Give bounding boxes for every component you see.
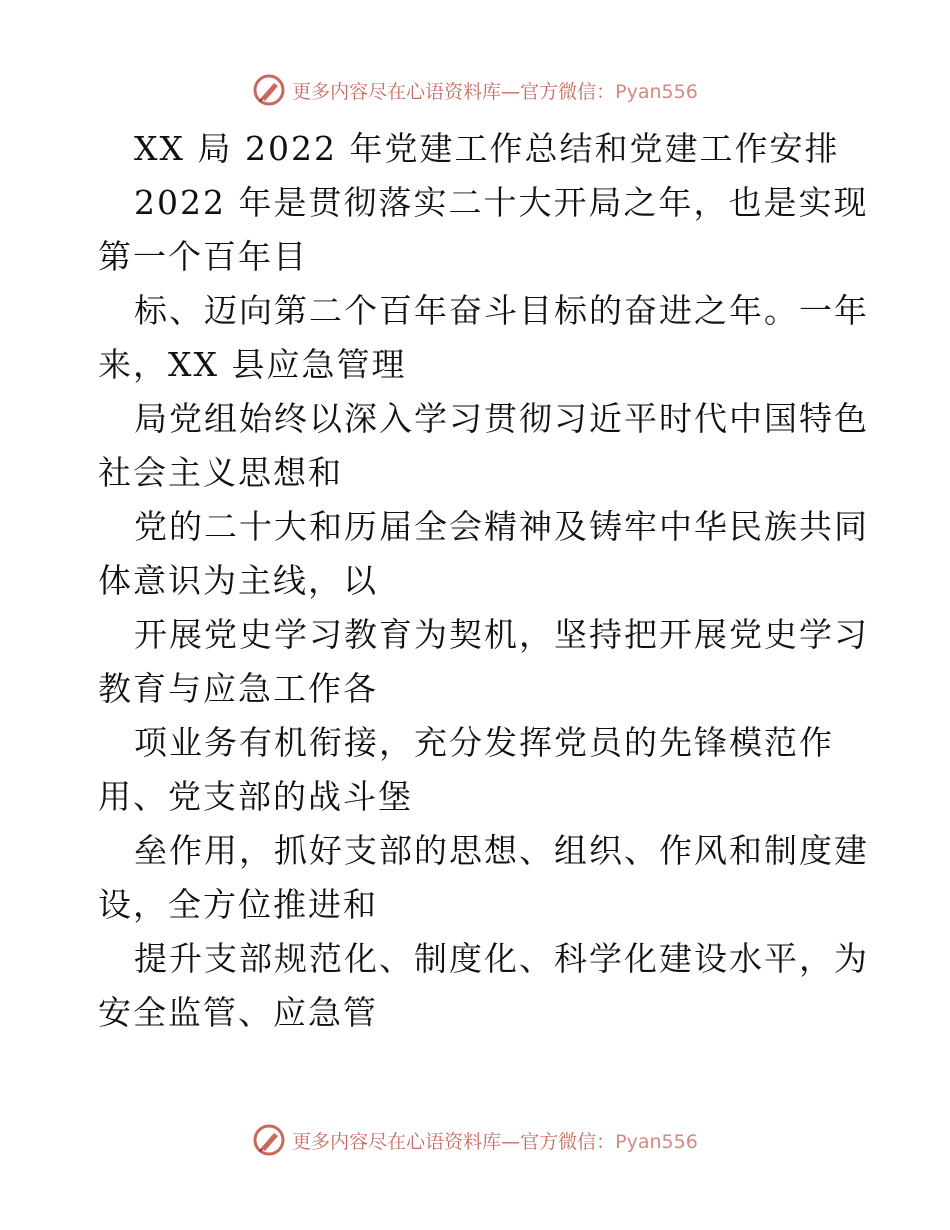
paragraph-line: 来，XX 县应急管理 [98, 345, 407, 384]
paragraph-line: 开展党史学习教育为契机，坚持把开展党史学习 [134, 615, 869, 654]
paragraph-line: 设，全方位推进和 [98, 885, 378, 924]
pen-logo-icon [252, 1123, 286, 1157]
paragraph-line: 体意识为主线，以 [98, 561, 378, 600]
pen-logo-icon [252, 73, 286, 107]
paragraph-line: 局党组始终以深入学习贯彻习近平时代中国特色 [134, 399, 869, 438]
paragraph-line: 社会主义思想和 [98, 453, 343, 492]
paragraph-line: 2022 年是贯彻落实二十大开局之年，也是实现 [134, 183, 869, 222]
document-title: XX 局 2022 年党建工作总结和党建工作安排 [134, 129, 840, 168]
paragraph-line: 安全监管、应急管 [98, 993, 378, 1032]
paragraph-line: 用、党支部的战斗堡 [98, 777, 413, 816]
paragraph-line: 教育与应急工作各 [98, 669, 378, 708]
document-body [98, 122, 869, 1040]
header-watermark [0, 70, 950, 110]
paragraph-line: 项业务有机衔接，充分发挥党员的先锋模范作 [134, 723, 834, 762]
paragraph-line: 提升支部规范化、制度化、科学化建设水平，为 [134, 939, 869, 978]
paragraph-line: 党的二十大和历届全会精神及铸牢中华民族共同 [134, 507, 869, 546]
paragraph-line: 标、迈向第二个百年奋斗目标的奋进之年。一年 [134, 291, 869, 330]
watermark-text: 更多内容尽在心语资料库—官方微信：Pyan556 [292, 1130, 698, 1153]
paragraph-line: 垒作用，抓好支部的思想、组织、作风和制度建 [134, 831, 869, 870]
footer-watermark [0, 1120, 950, 1160]
watermark-text: 更多内容尽在心语资料库—官方微信：Pyan556 [292, 80, 698, 103]
paragraph-line: 第一个百年目 [98, 237, 308, 276]
